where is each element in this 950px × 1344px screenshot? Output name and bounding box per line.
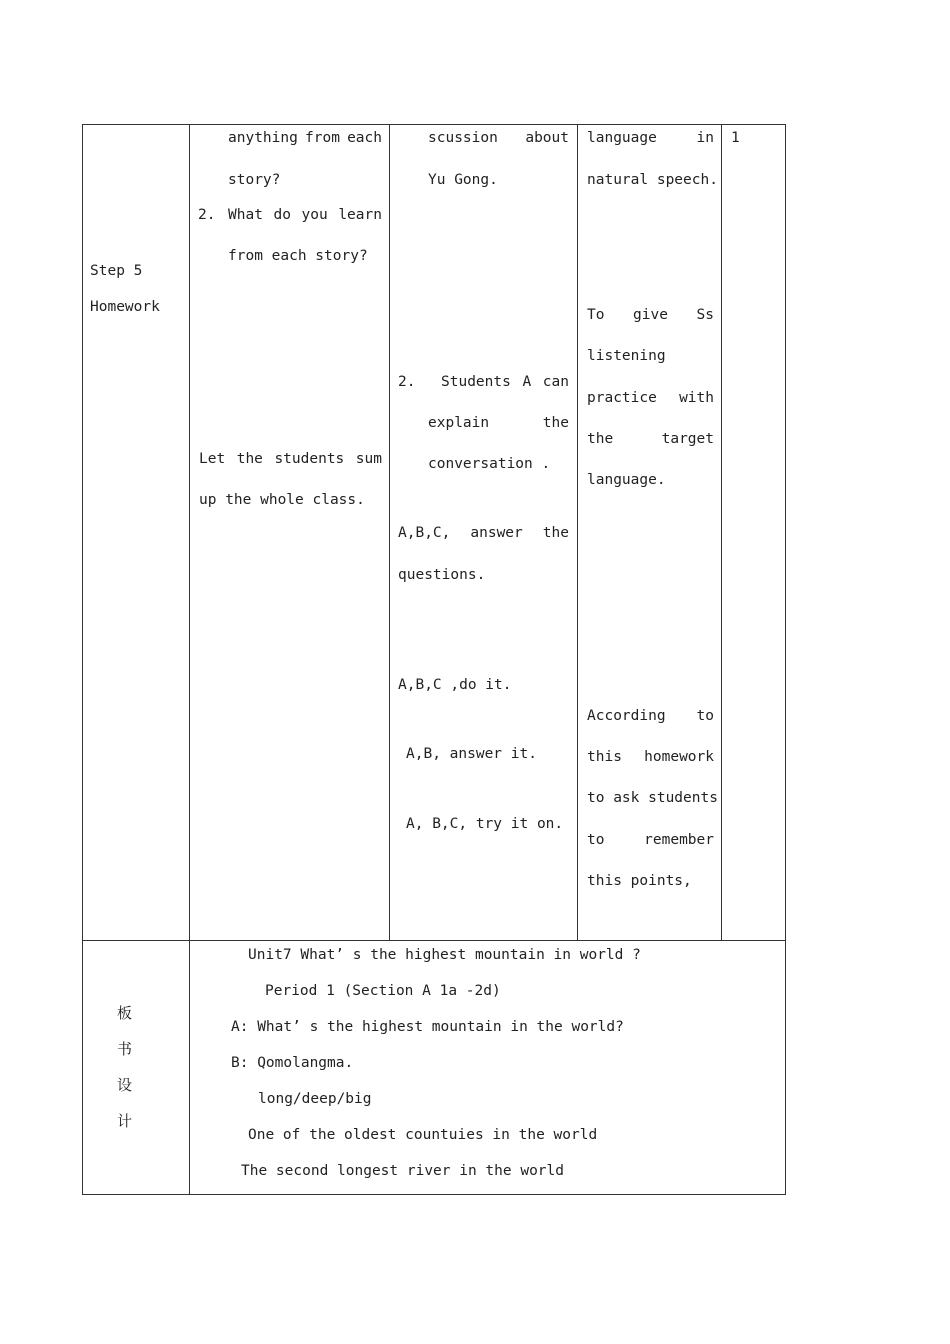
word: What [228,207,263,223]
student-line-9: A,B, answer it. [406,746,537,762]
board-label-char: 计 [117,1112,133,1130]
word: A [522,374,532,390]
word: learn [338,207,382,223]
board-answer: B: Qomolangma. [231,1055,354,1071]
word: anything [228,130,298,146]
teacher-line-3 [228,206,382,224]
student-line-3 [441,373,569,391]
word: Students [441,374,511,390]
word: to [587,832,605,848]
word: you [301,207,328,223]
column-divider [389,124,390,941]
word: the [542,415,569,431]
student-item-number: 2. [398,374,416,390]
purpose-line-3 [587,306,714,324]
purpose-line-11 [587,831,714,849]
student-line-2: Yu Gong. [428,172,498,188]
student-line-7: questions. [398,567,486,583]
purpose-line-12: this points, [587,873,692,889]
word: about [525,130,569,146]
word: can [542,374,569,390]
word: practice [587,390,657,406]
board-phrase-1: One of the oldest countuies in the world [248,1127,598,1143]
board-title: Unit7 What’ s the highest mountain in world ? [248,947,641,963]
row-divider [82,940,786,941]
teacher-line-1 [228,129,382,147]
word: answer [470,525,523,541]
teacher-item-number: 2. [198,207,216,223]
step-name: Homework [90,299,160,315]
student-line-8: A,B,C ,do it. [398,677,512,693]
word: students [274,451,345,467]
teacher-line-4: from each story? [228,248,368,264]
word: the [236,451,263,467]
word: the [542,525,569,541]
word: from [305,130,340,146]
teacher-line-2: story? [228,172,281,188]
board-phrase-2: The second longest river in the world [241,1163,565,1179]
student-line-10: A, B,C, try it on. [406,816,564,832]
word: language [587,130,657,146]
board-label-char: 书 [117,1040,133,1058]
purpose-line-7: language. [587,472,666,488]
student-line-4 [428,414,569,432]
student-line-6 [398,524,569,542]
word: target [661,431,714,447]
student-line-5: conversation . [428,456,551,472]
word: A,B,C, [398,525,451,541]
purpose-line-4: listening [587,348,666,364]
word: To [587,307,605,323]
board-words: long/deep/big [258,1091,372,1107]
time-value: 1 [731,130,740,146]
student-line-1 [428,129,569,147]
column-divider [577,124,578,941]
purpose-line-5 [587,389,714,407]
word: give [633,307,668,323]
purpose-line-9 [587,748,714,766]
purpose-line-2: natural speech. [587,172,718,188]
word: the [587,431,614,447]
column-divider [189,124,190,1195]
purpose-line-10: to ask students [587,790,718,806]
word: homework [644,749,714,765]
word: do [273,207,291,223]
word: scussion [428,130,498,146]
purpose-line-1 [587,129,714,147]
purpose-line-6 [587,430,714,448]
board-question: A: What’ s the highest mountain in the world? [231,1019,624,1035]
word: explain [428,415,490,431]
word: this [587,749,622,765]
word: Ss [696,307,714,323]
board-label-char: 设 [117,1076,133,1094]
word: with [679,390,714,406]
word: each [347,130,382,146]
column-divider [721,124,722,941]
board-period: Period 1 (Section A 1a -2d) [265,983,501,999]
purpose-line-8 [587,707,714,725]
word: in [696,130,714,146]
word: Let [199,451,226,467]
step-label: Step 5 [90,263,143,279]
word: to [696,708,714,724]
board-label-char: 板 [117,1004,133,1022]
teacher-line-5 [199,450,382,468]
teacher-line-6: up the whole class. [199,492,365,508]
word: remember [644,832,714,848]
word: According [587,708,666,724]
word: sum [355,451,382,467]
